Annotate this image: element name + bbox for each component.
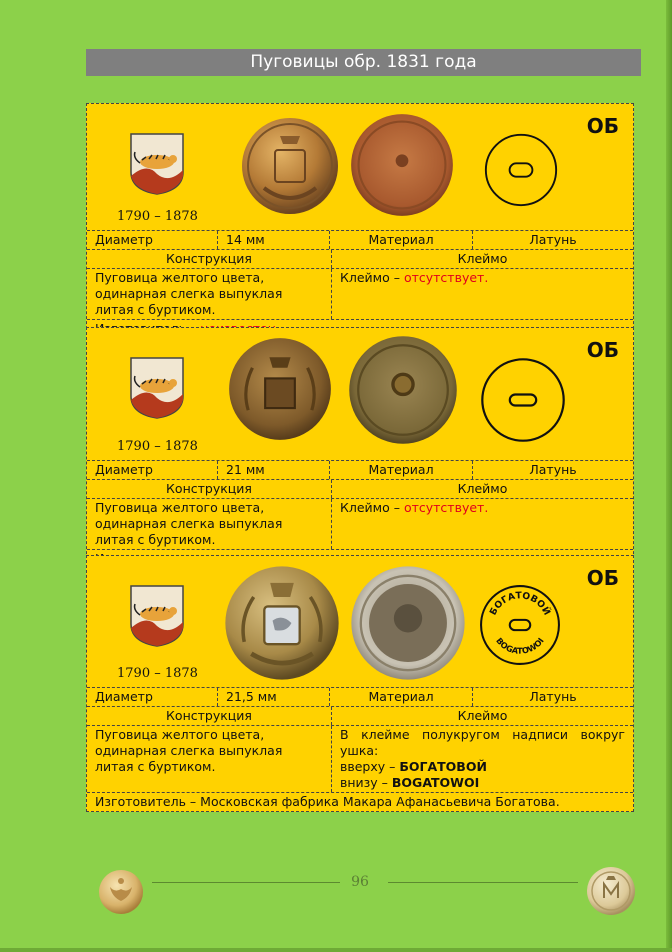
stamp-prefix: Клеймо – bbox=[340, 500, 404, 515]
diameter-label: Диаметр bbox=[87, 231, 218, 249]
footer-divider-right bbox=[388, 882, 578, 883]
stamp-diagram-icon bbox=[479, 584, 561, 666]
mark-label: ОБ bbox=[586, 114, 619, 138]
construction-text: Пуговица желтого цвета, одинарная слегка выпуклая литая с буртиком. bbox=[87, 269, 332, 319]
button-reverse-image bbox=[344, 334, 462, 446]
stamp-bottom-line bbox=[340, 775, 625, 791]
stamp-value: отсутствует. bbox=[403, 270, 489, 285]
spec-row bbox=[87, 231, 633, 250]
loop-diagram-icon bbox=[483, 132, 559, 208]
diameter-value: 21,5 мм bbox=[218, 688, 330, 706]
stamp-bottom-value: BOGATOWOI bbox=[391, 775, 480, 790]
stamp-value: отсутствует. bbox=[403, 500, 489, 515]
maker-text bbox=[87, 793, 633, 811]
description-row bbox=[87, 269, 633, 320]
page-number: 96 bbox=[351, 874, 369, 890]
maker-value: Московская фабрика Макара Афанасьевича Богатова. bbox=[200, 794, 560, 809]
stamp-label: Клеймо bbox=[457, 481, 508, 496]
description-row bbox=[87, 499, 633, 550]
section-header-row bbox=[87, 480, 633, 499]
stamp-text bbox=[332, 269, 633, 319]
years-label: 1790 – 1878 bbox=[117, 666, 198, 681]
tiger-coat-of-arms-icon bbox=[127, 356, 187, 420]
button-card-1 bbox=[86, 103, 634, 339]
construction-text: Пуговица желтого цвета, одинарная слегка выпуклая литая с буртиком. bbox=[87, 499, 332, 549]
button-obverse-image bbox=[223, 564, 341, 682]
stamp-text bbox=[332, 726, 633, 792]
stamp-top-prefix: вверху – bbox=[340, 759, 400, 774]
material-label: Материал bbox=[330, 688, 473, 706]
construction-label: Конструкция bbox=[87, 707, 332, 725]
image-row bbox=[87, 328, 633, 461]
spec-row bbox=[87, 688, 633, 707]
image-row bbox=[87, 104, 633, 231]
loop-diagram-icon bbox=[479, 356, 567, 444]
material-label: Материал bbox=[330, 231, 473, 249]
svg-text:BOGATOWOI bbox=[494, 636, 546, 656]
button-reverse-image bbox=[347, 564, 469, 682]
diameter-value: 21 мм bbox=[218, 461, 330, 479]
button-card-3 bbox=[86, 555, 634, 812]
diameter-label: Диаметр bbox=[87, 461, 218, 479]
stamp-text bbox=[332, 499, 633, 549]
mark-label: ОБ bbox=[586, 338, 619, 362]
button-obverse-image bbox=[223, 336, 337, 442]
page-edge bbox=[666, 0, 672, 952]
material-value: Латунь bbox=[529, 462, 577, 477]
maker-row bbox=[87, 793, 633, 811]
stamp-label: Клеймо bbox=[457, 251, 508, 266]
diameter-label: Диаметр bbox=[87, 688, 218, 706]
construction-label: Конструкция bbox=[87, 250, 332, 268]
mark-label: ОБ bbox=[586, 566, 619, 590]
stamp-top-line bbox=[340, 759, 625, 775]
stamp-top-value: БОГАТОВОЙ bbox=[399, 759, 487, 774]
tiger-coat-of-arms-icon bbox=[127, 584, 187, 648]
years-label: 1790 – 1878 bbox=[117, 209, 198, 224]
stamp-prefix: Клеймо – bbox=[340, 270, 404, 285]
diagram-bottom-text: BOGATOWOI bbox=[494, 635, 546, 656]
stamp-intro: В клейме полукругом надписи вокруг ушка: bbox=[340, 727, 625, 758]
spec-row bbox=[87, 461, 633, 480]
diagram-top-text: БОГАТОВОЙ bbox=[487, 590, 553, 618]
section-header-row bbox=[87, 707, 633, 726]
section-header-row bbox=[87, 250, 633, 269]
eagle-medal-icon bbox=[98, 869, 144, 915]
footer-divider-left bbox=[152, 882, 340, 883]
stamp-label: Клеймо bbox=[457, 708, 508, 723]
construction-label: Конструкция bbox=[87, 480, 332, 498]
tiger-coat-of-arms-icon bbox=[127, 132, 187, 196]
monogram-medal-icon bbox=[586, 866, 636, 916]
material-label: Материал bbox=[330, 461, 473, 479]
image-row bbox=[87, 556, 633, 688]
diameter-value: 14 мм bbox=[218, 231, 330, 249]
material-value: Латунь bbox=[529, 232, 577, 247]
button-obverse-image bbox=[236, 116, 344, 216]
stamp-bottom-prefix: внизу – bbox=[340, 775, 392, 790]
page-bottom-edge bbox=[0, 948, 672, 952]
button-card-2 bbox=[86, 327, 634, 569]
description-row bbox=[87, 726, 633, 793]
maker-prefix: Изготовитель – bbox=[95, 794, 201, 809]
years-label: 1790 – 1878 bbox=[117, 439, 198, 454]
construction-text: Пуговица желтого цвета, одинарная слегка выпуклая литая с буртиком. bbox=[87, 726, 332, 792]
page-title: Пуговицы обр. 1831 года bbox=[86, 49, 641, 76]
button-reverse-image bbox=[349, 112, 455, 218]
material-value: Латунь bbox=[529, 689, 577, 704]
